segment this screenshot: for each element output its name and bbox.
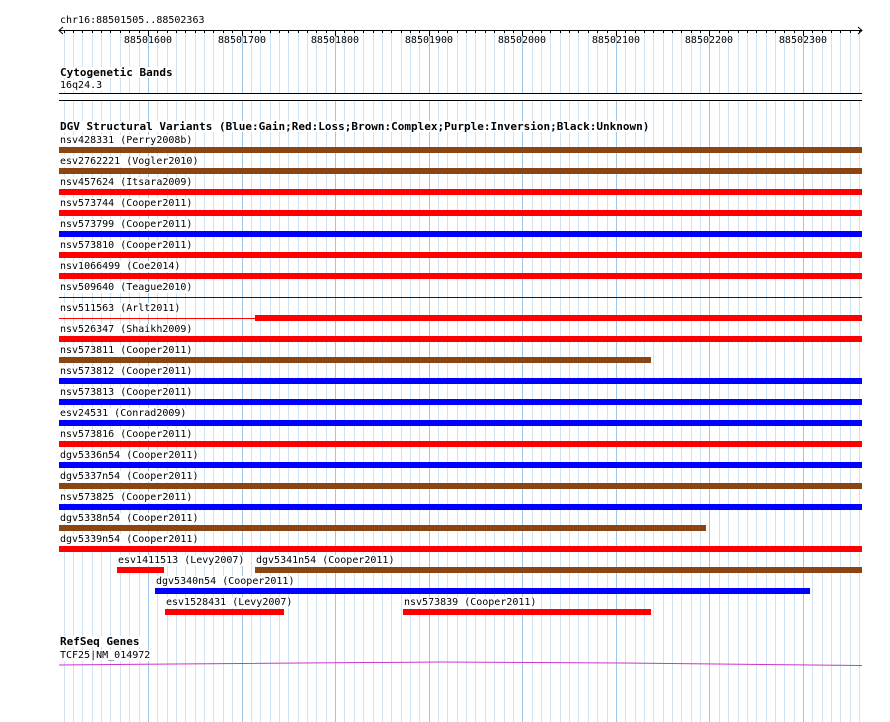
dgv-feature-label: esv1528431 (Levy2007) [166, 597, 293, 608]
dgv-feature-bar[interactable] [255, 315, 862, 321]
dgv-feature-label: nsv573744 (Cooper2011) [60, 198, 193, 209]
dgv-feature-bar[interactable] [117, 567, 164, 573]
ruler-tick-label: 88501900 [404, 35, 454, 46]
dgv-feature-bar[interactable] [59, 273, 862, 279]
ruler-location: chr16:88501505..88502363 [60, 15, 205, 26]
dgv-feature-bar[interactable] [59, 525, 706, 531]
dgv-feature-label: dgv5339n54 (Cooper2011) [60, 534, 199, 545]
dgv-feature-label: nsv573799 (Cooper2011) [60, 219, 193, 230]
dgv-track-title: DGV Structural Variants (Blue:Gain;Red:Loss;Brown:Complex;Purple:Inversion;Black:Unknown) [60, 120, 650, 133]
dgv-feature-label: dgv5340n54 (Cooper2011) [156, 576, 295, 587]
dgv-feature-label: nsv1066499 (Coe2014) [60, 261, 181, 272]
dgv-feature-label: nsv573810 (Cooper2011) [60, 240, 193, 251]
dgv-feature-bar[interactable] [59, 504, 862, 510]
cytobands-track-title: Cytogenetic Bands [60, 66, 173, 79]
dgv-feature-label: esv2762221 (Vogler2010) [60, 156, 199, 167]
dgv-feature-bar[interactable] [59, 231, 862, 237]
ruler-tick-label: 88502000 [497, 35, 547, 46]
ruler-tick-label: 88502300 [778, 35, 828, 46]
dgv-feature-label: nsv573813 (Cooper2011) [60, 387, 193, 398]
dgv-feature-bar[interactable] [59, 441, 862, 447]
cytoband-bar[interactable] [59, 93, 862, 101]
refseq-track-title: RefSeq Genes [60, 635, 140, 648]
dgv-feature-label: dgv5341n54 (Cooper2011) [256, 555, 395, 566]
dgv-feature-bar-thin[interactable] [59, 318, 255, 319]
dgv-feature-label: nsv511563 (Arlt2011) [60, 303, 181, 314]
dgv-feature-label: nsv457624 (Itsara2009) [60, 177, 193, 188]
dgv-feature-label: esv1411513 (Levy2007) [118, 555, 245, 566]
refseq-gene-line[interactable] [0, 655, 890, 675]
dgv-feature-bar[interactable] [59, 546, 862, 552]
cytoband-label: 16q24.3 [60, 80, 103, 91]
dgv-feature-bar[interactable] [59, 483, 862, 489]
dgv-feature-label: nsv526347 (Shaikh2009) [60, 324, 193, 335]
dgv-feature-label: nsv573811 (Cooper2011) [60, 345, 193, 356]
dgv-feature-bar[interactable] [59, 168, 862, 174]
dgv-feature-bar[interactable] [59, 336, 862, 342]
dgv-feature-label: dgv5336n54 (Cooper2011) [60, 450, 199, 461]
dgv-feature-bar[interactable] [403, 609, 651, 615]
dgv-feature-bar[interactable] [59, 378, 862, 384]
ruler-tick-label: 88502200 [684, 35, 734, 46]
dgv-feature-bar[interactable] [59, 252, 862, 258]
dgv-feature-label: nsv509640 (Teague2010) [60, 282, 193, 293]
ruler-tick-label: 88501800 [310, 35, 360, 46]
refseq-gene-label: TCF25|NM_014972 [60, 650, 151, 661]
dgv-feature-bar[interactable] [59, 399, 862, 405]
dgv-feature-label: nsv573812 (Cooper2011) [60, 366, 193, 377]
ruler-tick-label: 88502100 [591, 35, 641, 46]
dgv-feature-label: esv24531 (Conrad2009) [60, 408, 187, 419]
dgv-feature-label: nsv573825 (Cooper2011) [60, 492, 193, 503]
dgv-feature-bar[interactable] [59, 147, 862, 153]
dgv-feature-label: nsv573839 (Cooper2011) [404, 597, 537, 608]
dgv-feature-label: nsv573816 (Cooper2011) [60, 429, 193, 440]
dgv-feature-label: nsv428331 (Perry2008b) [60, 135, 193, 146]
dgv-feature-label: dgv5338n54 (Cooper2011) [60, 513, 199, 524]
dgv-feature-bar[interactable] [255, 567, 862, 573]
dgv-feature-bar[interactable] [59, 420, 862, 426]
dgv-feature-bar[interactable] [59, 357, 651, 363]
dgv-feature-bar[interactable] [155, 588, 810, 594]
dgv-feature-bar[interactable] [59, 297, 862, 298]
dgv-feature-bar[interactable] [59, 210, 862, 216]
dgv-feature-label: dgv5337n54 (Cooper2011) [60, 471, 199, 482]
ruler-tick-label: 88501700 [217, 35, 267, 46]
ruler-tick-label: 88501600 [123, 35, 173, 46]
dgv-feature-bar[interactable] [59, 462, 862, 468]
dgv-feature-bar[interactable] [59, 189, 862, 195]
dgv-feature-bar[interactable] [165, 609, 284, 615]
